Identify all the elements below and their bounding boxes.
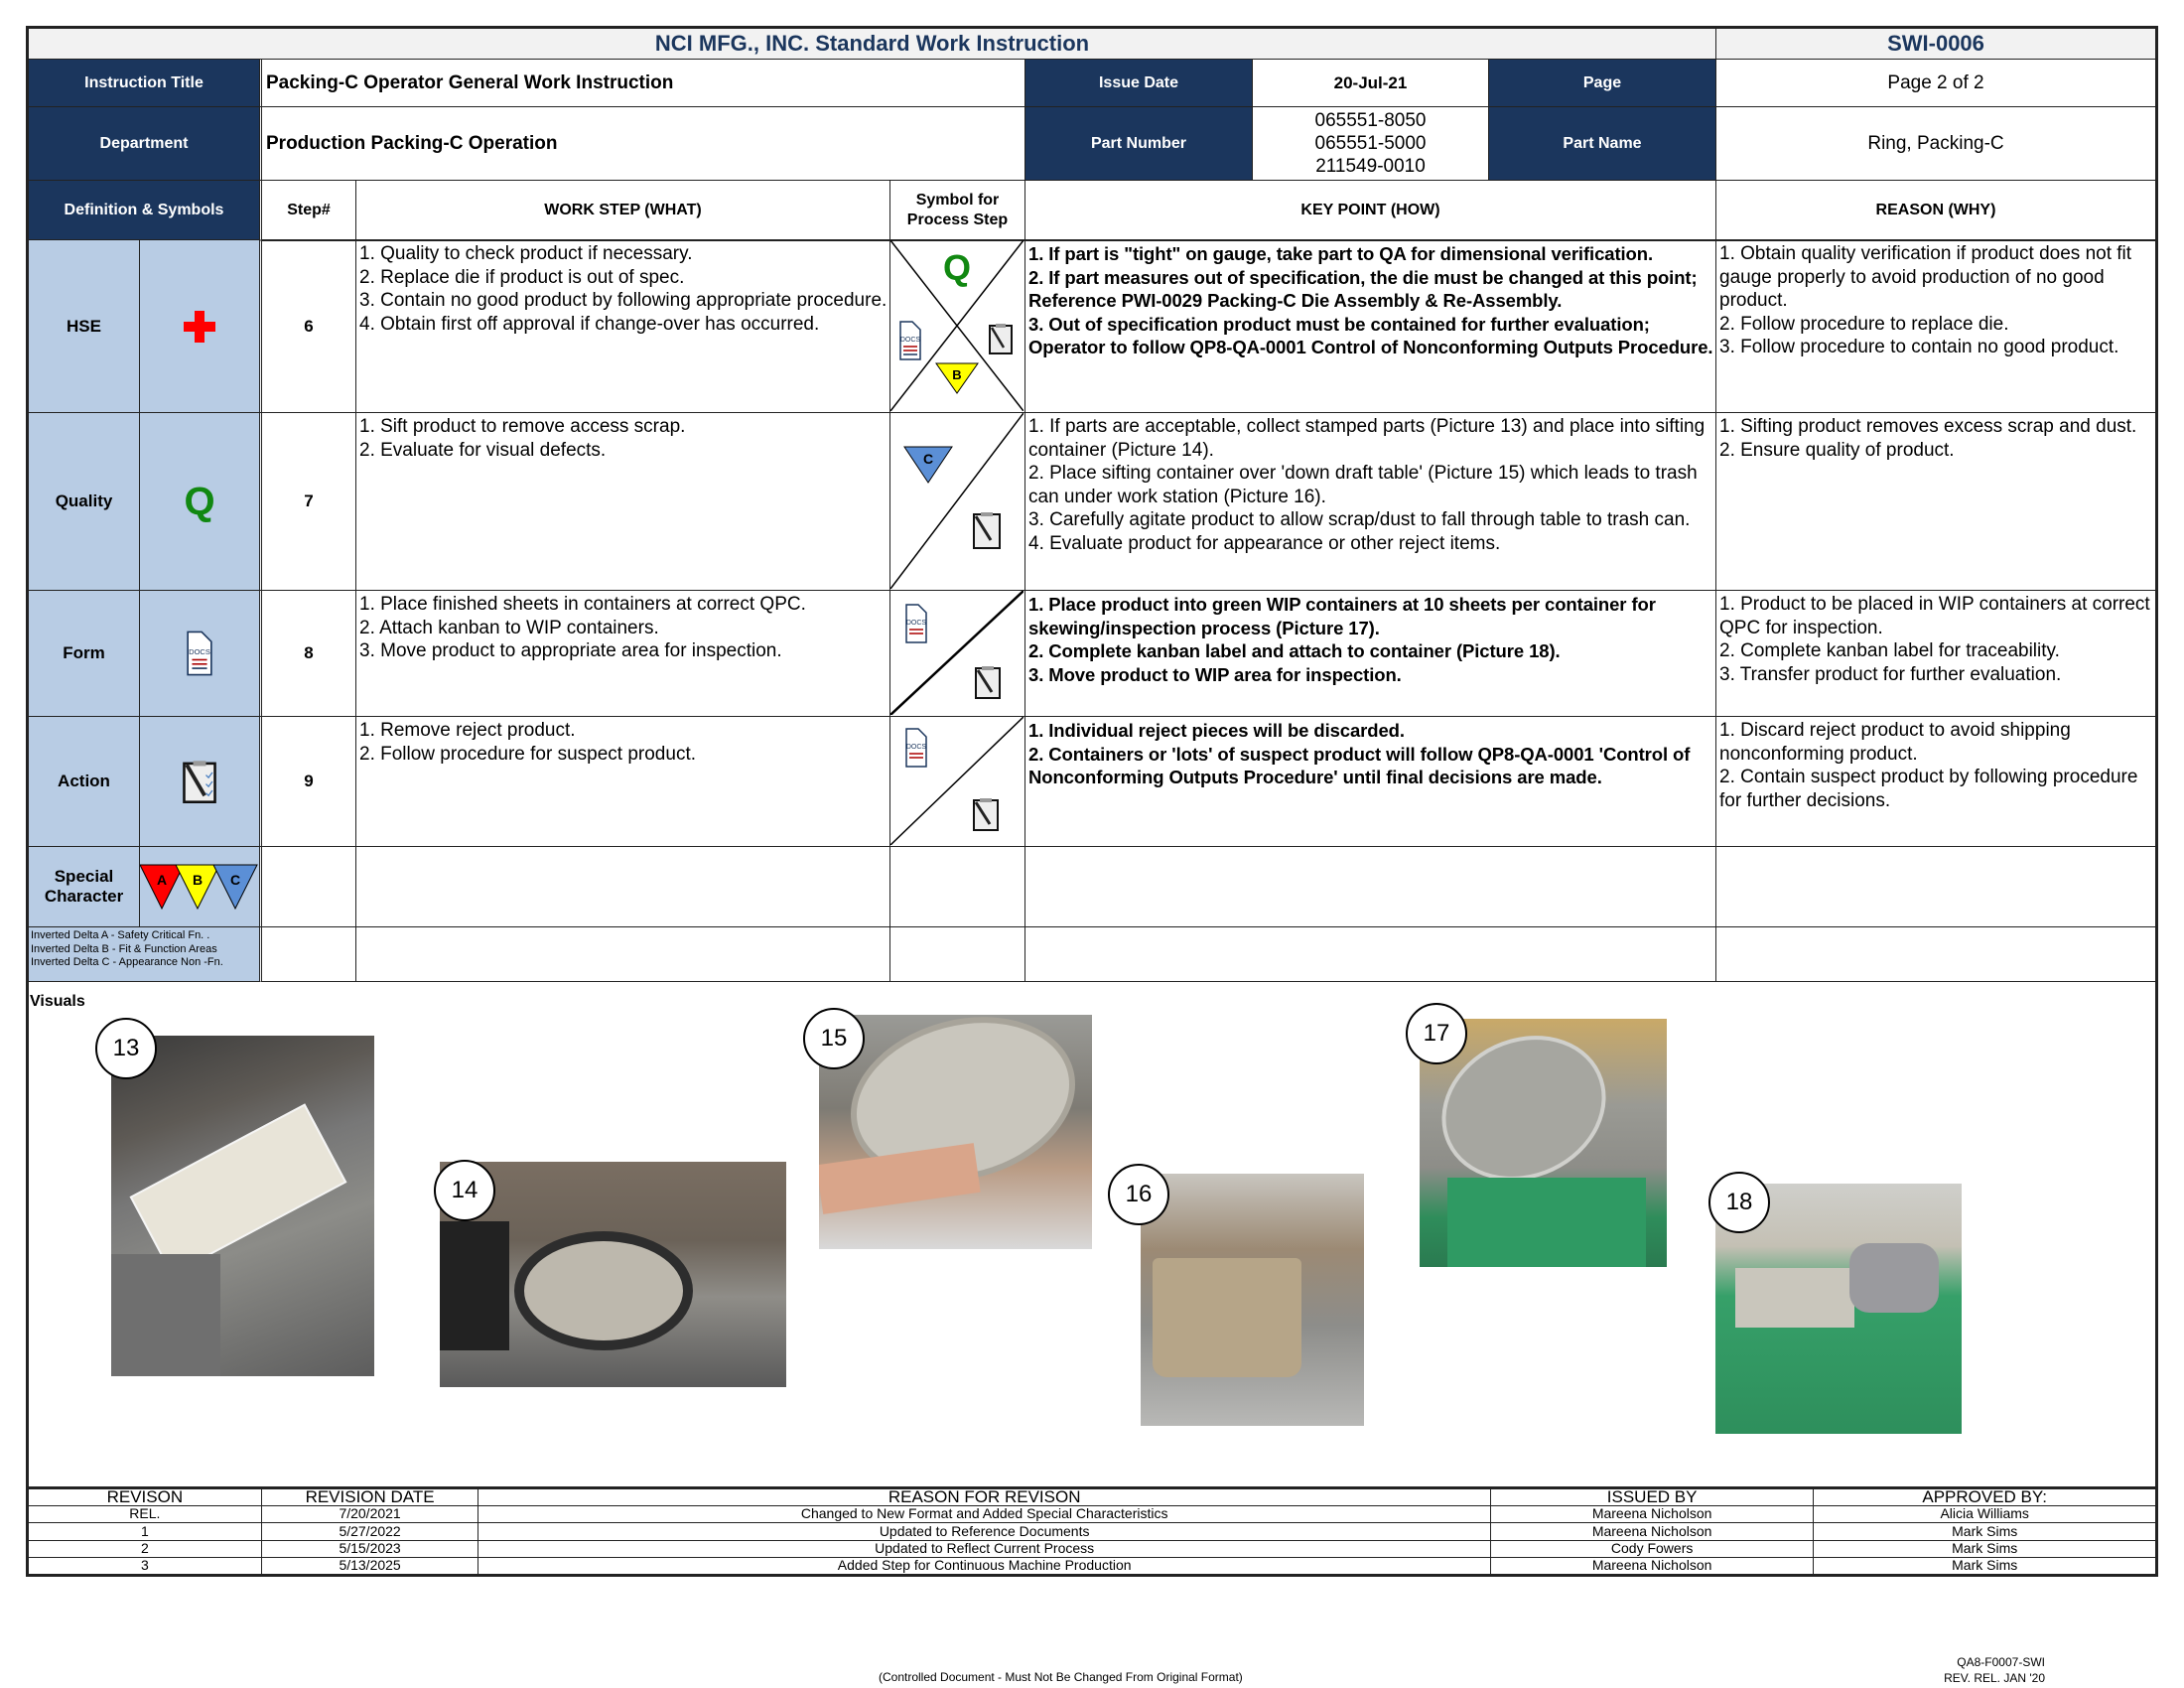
work-step-item: 2. Evaluate for visual defects. [359,439,607,461]
key-point-header [1024,180,1716,241]
revision-cell: 2 [28,1540,262,1558]
reason-list [1715,412,2158,591]
issued-by-cell: Cody Fowers [1490,1540,1814,1558]
form-number: QA8-F0007-SWI [1957,1655,2045,1669]
reason-cell: Updated to Reference Documents [478,1523,1490,1541]
category-hse-label [26,239,140,413]
picture-14-badge [434,1160,495,1221]
revision-table [26,1486,2158,1577]
reason-item: 3. Follow procedure to contain no good product. [1719,337,2119,357]
reason-item: 2. Follow procedure to replace die. [1719,313,2009,335]
category-form-icon-cell [139,590,260,717]
part-name-value [1715,106,2158,181]
reason-item: 2. Contain suspect product by following procedure for further decisions. [1719,767,2138,811]
svg-text:B: B [952,367,962,382]
gloved-hand [1849,1243,1939,1313]
reason-item: 1. Product to be placed in WIP containers at correct QPC for inspection. [1719,594,2150,638]
department-label [26,106,260,181]
special-character-text: Special Character [44,867,124,906]
reason-cell: Added Step for Continuous Machine Production [478,1558,1490,1576]
value-text: Production Packing-C Operation [266,132,558,154]
reason-cell: Updated to Reflect Current Process [478,1540,1490,1558]
document-number [1715,26,2158,60]
reason-cell: Changed to New Format and Added Special Characteristics [478,1505,1490,1523]
docs-form-icon [186,631,213,676]
reason-list [1715,590,2158,717]
badge-number: 17 [1423,1020,1450,1047]
part-number-1: 065551-8050 [1314,110,1427,131]
key-point-item: 1. If parts are acceptable, collect stamped parts (Picture 13) and place into sifting container (Picture 14). [1028,416,1706,461]
value-text: Packing-C Operator General Work Instruction [266,71,674,93]
key-point-item: 2. Complete kanban label and attach to container (Picture 18). [1028,640,1561,661]
instruction-title-label [26,59,260,107]
delta-a-icon [140,865,184,909]
page-label [1488,59,1716,107]
delta-c-icon [904,447,952,483]
reason-item: 2. Complete kanban label for traceability. [1719,640,2060,661]
arm [819,1143,981,1214]
issued-by-cell: Mareena Nicholson [1490,1505,1814,1523]
category-hse-icon-cell [139,239,260,413]
reason-list [1715,239,2158,413]
category-text: HSE [67,316,101,336]
part-number-3: 211549-0010 [1315,156,1426,177]
header-text: REASON (WHY) [1875,202,1996,218]
category-text: Form [63,643,105,662]
empty-cell [889,846,1025,927]
parts-pile [1735,1268,1854,1328]
gloved-hand [440,1221,509,1350]
approved-by-header: APPROVED BY: [1814,1488,2157,1506]
category-form-label [26,590,140,717]
issued-by-header: ISSUED BY [1490,1488,1814,1506]
revision-cell: REL. [28,1505,262,1523]
part-number-2: 065551-5000 [1314,133,1427,154]
issued-by-cell: Mareena Nicholson [1490,1558,1814,1576]
category-quality-label [26,412,140,591]
key-point-item: 1. Individual reject pieces will be discarded. [1028,720,1405,741]
work-step-header [355,180,890,241]
picture-13-badge [95,1018,157,1079]
picture-18-badge [1708,1172,1770,1233]
approved-by-cell: Mark Sims [1814,1523,2157,1541]
instruction-title-value [259,59,1025,107]
work-step-list [355,716,890,847]
badge-number: 13 [112,1035,140,1061]
form-revision: REV. REL. JAN '20 [1944,1671,2045,1685]
step-number [259,412,356,591]
issue-date-label [1024,59,1253,107]
reason-list [1715,716,2158,847]
picture-15-badge [803,1008,865,1069]
clipboard-action-icon [990,324,1012,353]
reason-item: 3. Transfer product for further evaluation. [1719,663,2062,685]
revision-cell: 3 [28,1558,262,1576]
svg-text:B: B [192,872,204,888]
category-text: Action [58,772,110,790]
key-point-item: 3. Carefully agitate product to allow scrap/dust to fall through table to trash can. [1028,509,1691,530]
reason-item: 1. Sifting product removes excess scrap and dust. [1719,416,2137,437]
category-action-label [26,716,140,847]
issue-date-value [1252,59,1489,107]
process-symbol-cell [889,412,1025,591]
process-symbol-cell [889,239,1025,413]
header-text: Definition & Symbols [64,202,224,218]
label-text: Part Name [1563,134,1642,152]
value-text: 20-Jul-21 [1333,72,1408,92]
part-number-label [1024,106,1253,181]
symbol-diagonal-divider [890,717,1024,845]
reason-item: 2. Ensure quality of product. [1719,439,1955,461]
step-number [259,239,356,413]
delta-b-icon [176,865,219,909]
red-cross-icon [182,309,217,345]
badge-number: 14 [451,1177,478,1203]
clipboard-action-icon [974,798,998,830]
step-number-text: 7 [304,492,314,510]
part-number-values [1252,106,1489,181]
controlled-document-note: (Controlled Document - Must Not Be Changed From Original Format) [879,1670,1243,1684]
special-deltas-svg [140,863,259,922]
definition-symbols-header [26,180,260,241]
part-name-label [1488,106,1716,181]
gloved-arm [111,1254,220,1376]
work-step-item: 2. Attach kanban to WIP containers. [359,617,659,638]
category-quality-icon-cell [139,412,260,591]
work-step-item: 4. Obtain first off approval if change-over has occurred. [359,313,820,335]
clipboard-action-icon [976,666,1000,698]
step-number-text: 6 [304,316,314,336]
legend-item: Inverted Delta C - Appearance Non -Fn. [31,956,223,968]
work-step-item: 3. Move product to appropriate area for inspection. [359,640,782,661]
revision-date-cell: 7/20/2021 [261,1505,478,1523]
step-number [259,716,356,847]
svg-text:DOCS: DOCS [189,647,210,657]
trash-can-shape [1153,1258,1301,1377]
step-number [259,590,356,717]
badge-number: 16 [1125,1181,1153,1207]
key-point-item: 1. If part is "tight" on gauge, take part to QA for dimensional verification. [1028,243,1653,264]
delta-b-icon [936,363,978,393]
special-character-label [26,846,140,927]
work-step-item: 3. Contain no good product by following appropriate procedure. [359,290,887,311]
work-step-item: 1. Quality to check product if necessary. [359,243,693,264]
approved-by-cell: Alicia Williams [1814,1505,2157,1523]
category-action-icon-cell [139,716,260,847]
step-header [259,180,356,241]
approved-by-cell: Mark Sims [1814,1540,2157,1558]
document-title [26,26,1716,60]
legend-item: Inverted Delta B - Fit & Function Areas [31,942,217,955]
form-number-block [1886,1654,2045,1686]
svg-text:DOCS: DOCS [899,337,921,344]
docs-form-icon [906,729,927,767]
visuals-label: Visuals [30,993,85,1010]
label-text: Issue Date [1098,73,1179,91]
approved-by-cell: Mark Sims [1814,1558,2157,1576]
work-step-item: 2. Follow procedure for suspect product. [359,743,697,765]
work-step-list [355,590,890,717]
key-point-item: 2. Containers or 'lots' of suspect product will follow QP8-QA-0001 'Control of Nonconforming Outputs Procedure' until final decisions are made. [1028,743,1691,787]
clipboard-action-icon [183,760,216,803]
revision-date-header: REVISION DATE [261,1488,478,1506]
header-text: Step# [287,202,331,218]
svg-text:DOCS: DOCS [905,744,927,751]
empty-cell [1024,926,1716,982]
page-value [1715,59,2158,107]
revision-row [28,1505,2157,1523]
revision-date-cell: 5/13/2025 [261,1558,478,1576]
revision-row [28,1558,2157,1576]
special-character-deltas [139,846,260,927]
category-text: Quality [55,492,113,510]
work-step-item: 1. Sift product to remove access scrap. [359,416,686,437]
revision-cell: 1 [28,1523,262,1541]
symbol-header [889,180,1025,241]
revision-row [28,1540,2157,1558]
reason-header [1715,180,2158,241]
label-text: Part Number [1090,134,1187,152]
key-point-list [1024,412,1716,591]
special-character-legend [26,926,260,982]
legend-item: Inverted Delta A - Safety Critical Fn. . [31,929,210,941]
badge-number: 15 [820,1025,848,1052]
header-text: Symbol for Process Step [906,192,1009,228]
empty-cell [1715,926,2158,982]
reason-item: 1. Obtain quality verification if product does not fit gauge properly to avoid production of no good product. [1719,243,2132,311]
step-number-text: 8 [304,643,314,662]
header-text: WORK STEP (WHAT) [544,202,702,218]
document-title-text: NCI MFG., INC. Standard Work Instruction [654,31,1090,56]
symbol-diagonal-divider [890,591,1024,715]
work-step-item: 1. Remove reject product. [359,720,576,741]
key-point-list [1024,239,1716,413]
document-number-text: SWI-0006 [1887,31,1984,56]
empty-cell [355,846,890,927]
green-container [1447,1178,1646,1267]
key-point-item: 1. Place product into green WIP containers at 10 sheets per container for skewing/inspection process (Picture 17). [1028,594,1656,638]
sifter-shape [514,1231,693,1350]
quality-q-icon: Q [184,479,215,523]
empty-cell [1024,846,1716,927]
reason-header: REASON FOR REVISON [478,1488,1490,1506]
revision-row [28,1523,2157,1541]
docs-form-icon [906,605,927,642]
value-text: Ring, Packing-C [1867,132,2004,154]
picture-13 [111,1036,374,1376]
docs-form-icon [900,322,921,359]
quality-q-icon: Q [942,247,972,288]
label-text: Instruction Title [84,73,204,91]
picture-17-badge [1406,1003,1467,1064]
symbol-diagonal-divider [890,413,1024,589]
svg-text:C: C [922,451,934,467]
empty-cell [889,926,1025,982]
empty-cell [355,926,890,982]
symbol-x-divider [890,240,1024,411]
revision-header: REVISON [28,1488,262,1506]
key-point-item: 3. Move product to WIP area for inspection. [1028,663,1402,685]
revision-date-cell: 5/15/2023 [261,1540,478,1558]
svg-text:C: C [229,872,241,888]
issued-by-cell: Mareena Nicholson [1490,1523,1814,1541]
work-step-list [355,412,890,591]
work-step-list [355,239,890,413]
key-point-item: 4. Evaluate product for appearance or other reject items. [1028,532,1501,554]
label-text: Department [99,134,189,152]
key-point-item: 2. Place sifting container over 'down draft table' (Picture 15) which leads to trash can under work station (Picture 16). [1028,463,1698,507]
reason-item: 1. Discard reject product to avoid shipping nonconforming product. [1719,720,2071,765]
process-symbol-cell [889,590,1025,717]
key-point-item: 2. If part measures out of specification, the die must be changed at this point; Reference PWI-0029 Packing-C Die Assembly & Re-Assembly. [1028,266,1698,311]
svg-text:A: A [156,872,168,888]
work-step-item: 1. Place finished sheets in containers at correct QPC. [359,594,806,615]
empty-cell [259,926,356,982]
picture-16-badge [1108,1164,1169,1225]
step-number-text: 9 [304,772,314,790]
tray-shape [130,1103,347,1275]
process-symbol-cell [889,716,1025,847]
department-value [259,106,1025,181]
empty-cell [259,846,356,927]
empty-cell [1715,846,2158,927]
key-point-list [1024,716,1716,847]
revision-header-row [28,1488,2157,1506]
picture-16 [1141,1174,1364,1426]
key-point-list [1024,590,1716,717]
clipboard-action-icon [974,512,1000,548]
revision-date-cell: 5/27/2022 [261,1523,478,1541]
header-text: KEY POINT (HOW) [1300,202,1440,218]
label-text: Page [1582,73,1622,91]
badge-number: 18 [1725,1189,1753,1215]
value-text: Page 2 of 2 [1887,71,1984,93]
delta-c-icon [213,865,257,909]
work-step-item: 2. Replace die if product is out of spec. [359,266,685,288]
svg-text:DOCS: DOCS [905,620,927,627]
key-point-item: 3. Out of specification product must be contained for further evaluation; Operator to follow QP8-QA-0001 Control of Nonconforming Outputs Procedure. [1028,313,1713,357]
